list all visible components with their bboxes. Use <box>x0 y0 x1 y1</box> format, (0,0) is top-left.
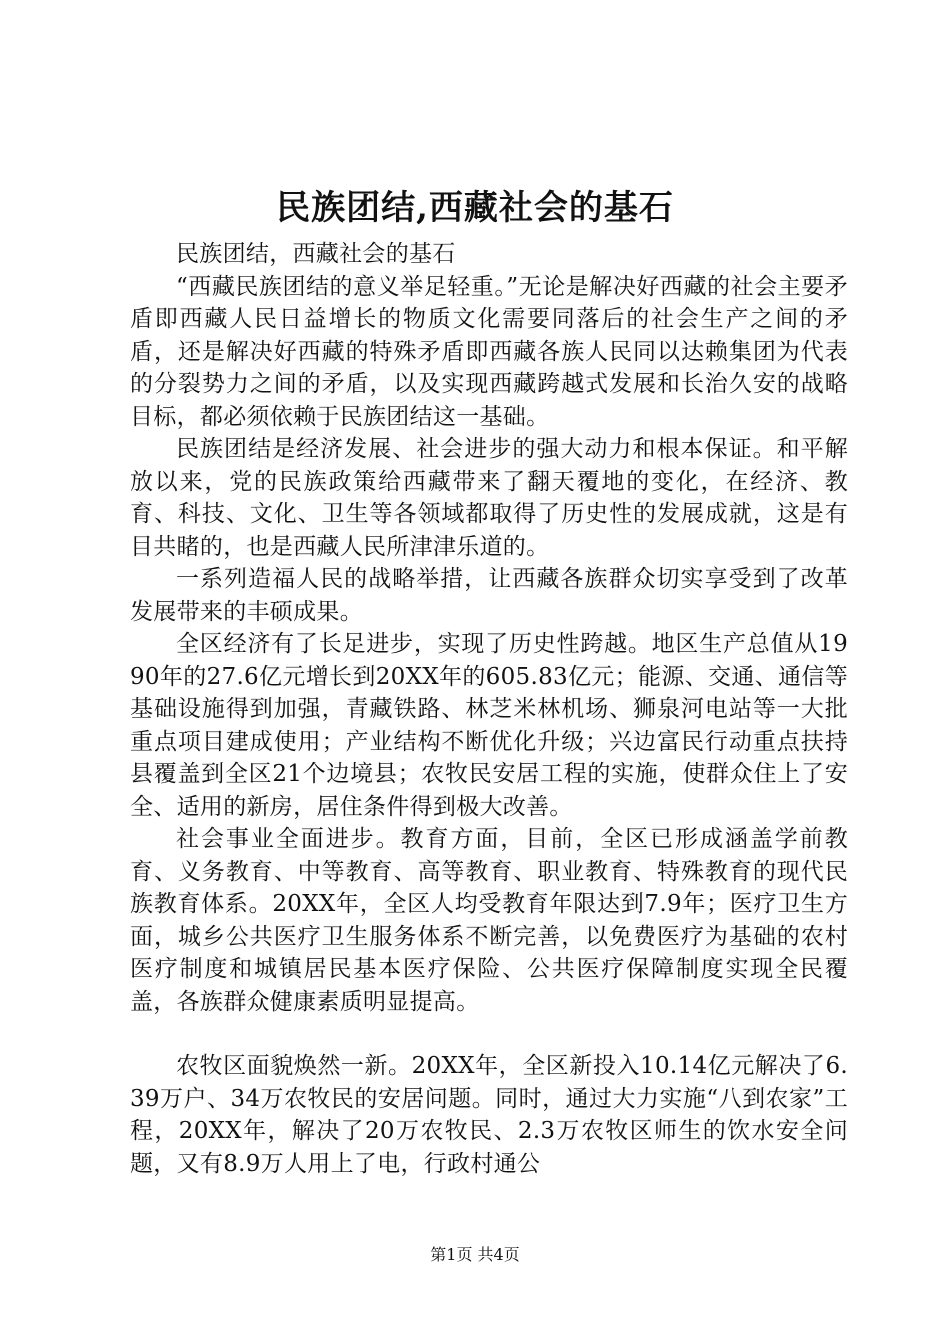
paragraph-significance: “西藏民族团结的意义举足轻重。”无论是解决好西藏的社会主要矛盾即西藏人民日益增长的物质文化需要同落后的社会生产之间的矛盾，还是解决好西藏的特殊矛盾即西藏各族人民同以达赖集团为代表的分裂势力之间的矛盾，以及实现西藏跨越式发展和长治久安的战略目标，都必须依赖于民族团结这一基础。 <box>130 273 848 430</box>
page-number-footer: 第1页 共4页 <box>430 1245 520 1264</box>
document-title: 民族团结,西藏社会的基石 <box>276 188 674 228</box>
paragraph-rural-areas: 农牧区面貌焕然一新。20XX年，全区新投入10.14亿元解决了6.39万户、34万农牧民的安居问题。同时，通过大力实施“八到农家”工程，20XX年，解决了20万农牧民、2.3万农牧区师生的饮水安全问题，又有8.9万人用上了电，行政村通公 <box>130 1053 848 1177</box>
paragraph-subtitle: 民族团结，西藏社会的基石 <box>176 241 456 267</box>
paragraph-driving-force: 民族团结是经济发展、社会进步的强大动力和根本保证。和平解放以来，党的民族政策给西藏带来了翻天覆地的变化，在经济、教育、科技、文化、卫生等各领域都取得了历史性的发展成就，这是有目共睹的，也是西藏人民所津津乐道的。 <box>130 436 848 560</box>
paragraph-strategic-measures: 一系列造福人民的战略举措，让西藏各族群众切实享受到了改革发展带来的丰硕成果。 <box>130 566 848 625</box>
paragraph-social-progress: 社会事业全面进步。教育方面，目前，全区已形成涵盖学前教育、义务教育、中等教育、高等教育、职业教育、特殊教育的现代民族教育体系。20XX年，全区人均受教育年限达到7.9年；医疗卫生方面，城乡公共医疗卫生服务体系不断完善，以免费医疗为基础的农村医疗制度和城镇居民基本医疗保险、公共医疗保障制度实现全民覆盖，各族群众健康素质明显提高。 <box>130 826 848 1015</box>
paragraph-economy: 全区经济有了长足进步，实现了历史性跨越。地区生产总值从1990年的27.6亿元增长到20XX年的605.83亿元；能源、交通、通信等基础设施得到加强，青藏铁路、林芝米林机场、狮泉河电站等一大批重点项目建成使用；产业结构不断优化升级；兴边富民行动重点扶持县覆盖到全区21个边境县；农牧民安居工程的实施，使群众住上了安全、适用的新房，居住条件得到极大改善。 <box>130 631 848 820</box>
document-body <box>130 238 848 1180</box>
